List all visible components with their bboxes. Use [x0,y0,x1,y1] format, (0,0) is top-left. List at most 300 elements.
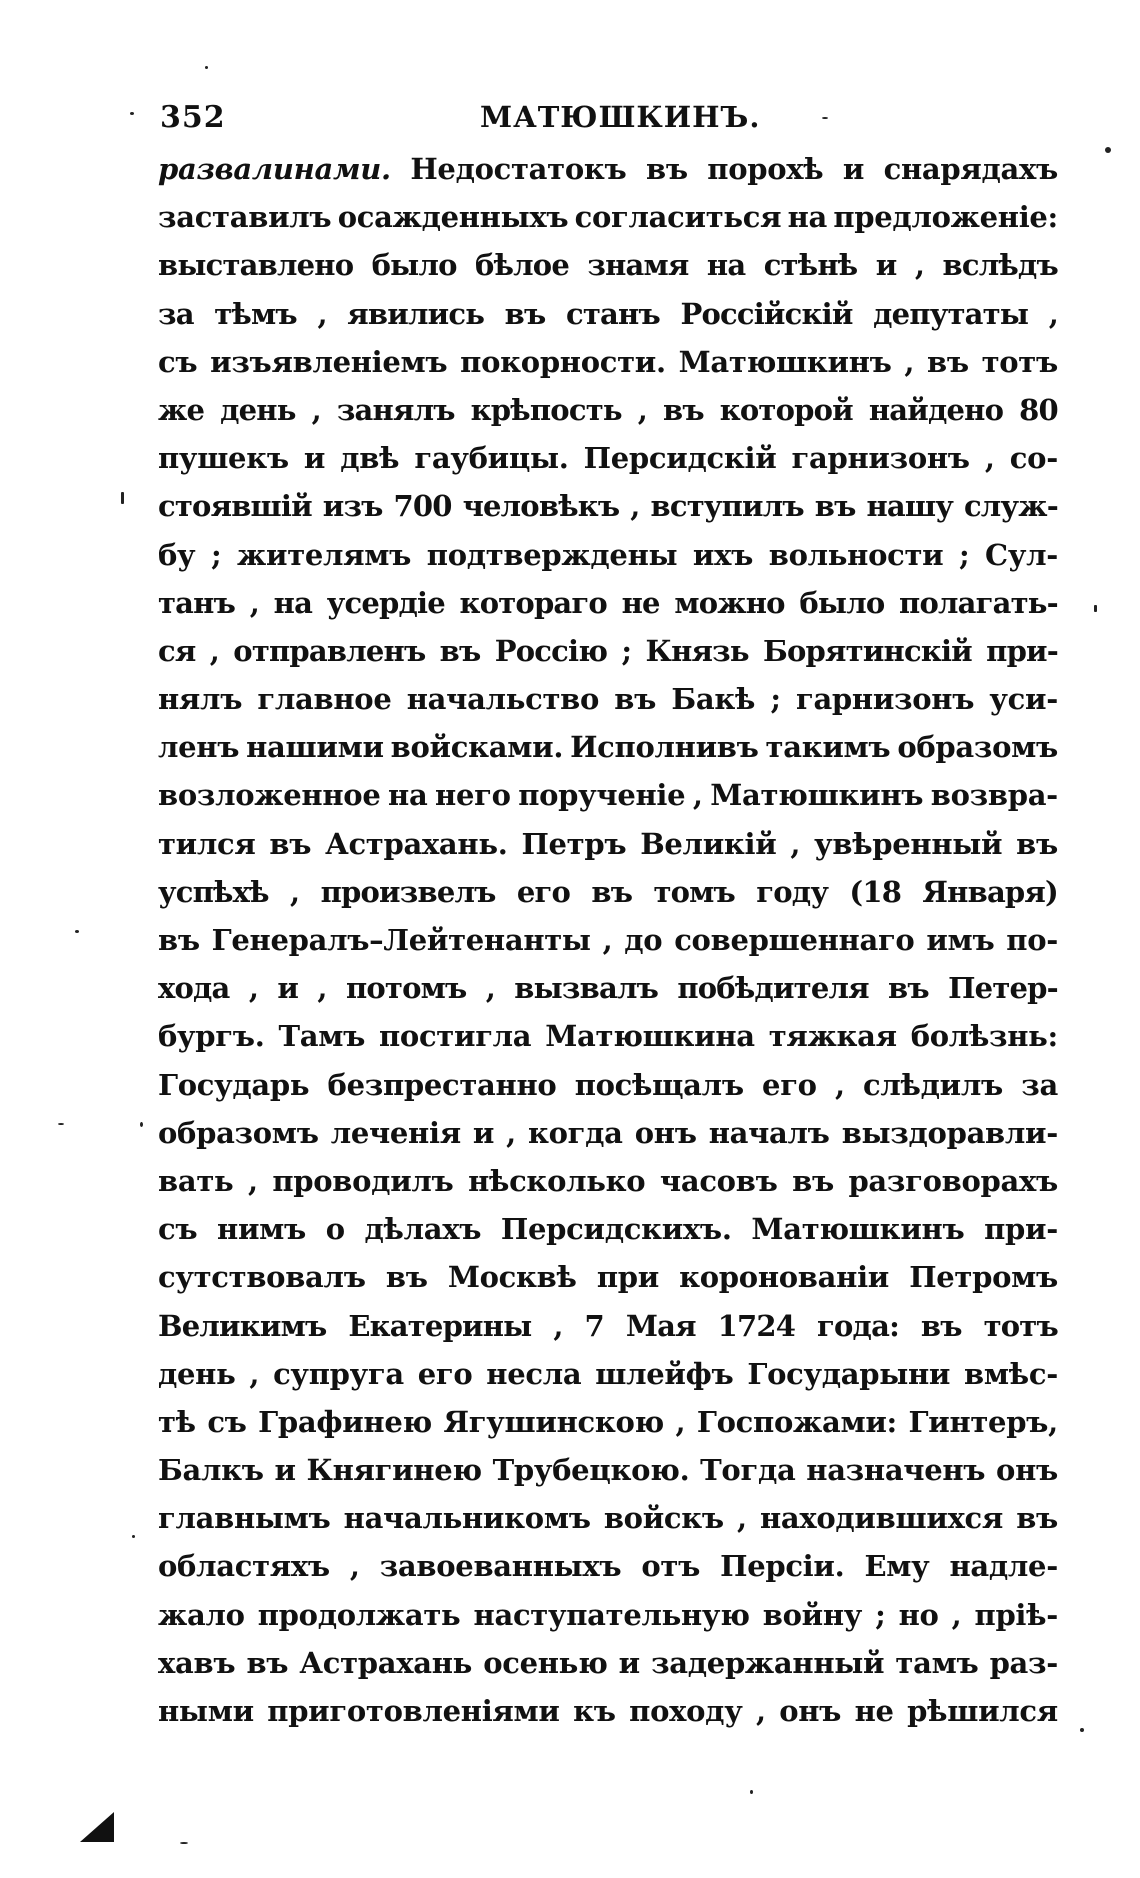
word: Балкъ [158,1453,264,1488]
print-speck [75,930,79,933]
word: Россійскій [680,296,853,331]
word: образомъ [158,1115,319,1150]
word: , [249,585,259,620]
text-line [158,971,1058,1019]
word: и [842,152,865,186]
word: войну [762,1597,863,1632]
word: ; [875,1597,886,1632]
word: наступательную [473,1597,750,1632]
word: , [485,971,496,1006]
word: предложеніе: [833,200,1058,235]
word: депутаты [873,296,1029,331]
word: до [624,923,663,957]
word: несла [486,1356,582,1391]
word: можно [674,585,785,620]
word: за [158,296,194,331]
text-line [158,297,1058,345]
word: и [618,1645,640,1680]
word: главное [257,682,392,717]
word: изъявленіемъ [210,344,448,379]
word: и [303,441,326,476]
text-line [158,730,1058,778]
word: въ [385,1260,428,1295]
word: гарнизонъ [791,441,970,476]
word: въ [1016,826,1058,861]
word: но [898,1597,939,1632]
word: возложенное [158,778,381,813]
word: и [274,1453,296,1488]
word: , [834,1067,845,1102]
word: раз- [989,1645,1058,1680]
word: , [317,296,327,331]
text-line [158,1501,1058,1549]
text-line [158,875,1058,923]
word: Великимъ [158,1308,327,1343]
text-line [158,827,1058,875]
word: Борятинскій [763,633,972,668]
word: согласиться [574,200,782,235]
word: въ [1016,1501,1058,1536]
word: Государь [158,1067,310,1102]
word: день [220,392,296,427]
word: Матюшкинъ [678,344,892,379]
word: съ [158,344,198,379]
word: , [951,1597,962,1632]
word: изъ [322,489,383,524]
word: день [158,1356,236,1391]
word: болѣзнь: [910,1019,1058,1054]
word: въ [888,971,929,1006]
print-speck [822,117,828,119]
word: приготовленіями [267,1694,560,1728]
word: вмѣс- [964,1356,1058,1391]
word: покорности. [460,344,666,379]
text-line [158,1453,1058,1501]
word: было [799,585,885,620]
word: , [675,1404,686,1439]
word: 80 [1019,392,1058,427]
word: порученіе [518,778,686,813]
word: Мая [625,1308,696,1343]
print-speck [180,1842,188,1844]
word: Графинею [258,1404,432,1439]
word: Ему [864,1549,930,1584]
word: слѣдилъ [863,1067,1003,1102]
word: , [247,1163,258,1198]
word: леченія [330,1115,461,1150]
word: его [762,1067,817,1102]
word: бѣлое [475,248,570,283]
word: онъ [996,1453,1058,1488]
text-line [158,1116,1058,1164]
word: , [637,392,648,427]
word: за [1021,1067,1058,1102]
word: тѣ [158,1404,196,1439]
text-line [158,538,1058,586]
word: Великій [640,826,777,861]
print-speck [1080,1728,1084,1732]
word: въ [792,1163,834,1198]
word: человѣкъ [462,489,620,524]
word: (18 [849,874,902,909]
text-line [158,1405,1058,1453]
word: походу [629,1694,743,1728]
word: съ [207,1404,247,1439]
print-speck [140,1122,143,1127]
word: отправленъ [233,633,426,668]
word: , [248,971,259,1006]
word: возвра- [930,778,1058,813]
word: ленъ [158,730,240,765]
word: сутствовалъ [158,1260,366,1295]
word: шлейфъ [595,1356,734,1391]
word: танъ [158,585,236,620]
word: ихъ [692,537,754,572]
word: Государыни [747,1356,951,1391]
word: развалинами. [158,152,391,186]
text-line [158,1694,1058,1742]
word: Астрахань [299,1645,473,1680]
word: нимъ [217,1212,307,1247]
word: областяхъ [158,1549,330,1584]
word: въ [246,1645,289,1680]
word: задержанный [651,1645,885,1680]
word: его [516,874,571,909]
word: пріѣ- [974,1597,1058,1632]
word: Гинтеръ, [908,1404,1058,1439]
word: 7 [584,1308,604,1343]
word: въ [920,1308,962,1343]
word: стоявшій [158,489,312,524]
word: Петръ [521,826,627,861]
word: ными [158,1694,254,1728]
word: въ [591,874,633,909]
text-line [158,1598,1058,1646]
word: стѣнѣ [763,248,858,283]
word: полагать- [899,585,1058,620]
word: Князь [645,633,749,668]
word: съ [158,1212,198,1247]
word: Матюшкинъ [710,778,924,813]
word: тился [158,826,256,861]
word: въ [927,344,969,379]
text-line [158,634,1058,682]
word: Тамъ [278,1019,366,1054]
word: явились [347,296,485,331]
word: при- [986,633,1058,668]
word: , [790,826,801,861]
word: коронованіи [679,1260,889,1295]
text-line [158,1019,1058,1067]
word: усердіе [326,585,445,620]
word: Матюшкинъ [751,1212,965,1247]
word: онъ [779,1694,842,1728]
word: , [755,1694,766,1728]
word: пушекъ [158,441,289,476]
word: Москвѣ [447,1260,577,1295]
text-line [158,1309,1058,1357]
print-speck [132,1535,135,1538]
word: , [506,1115,516,1150]
word: , [692,778,703,813]
word: совершеннаго [674,923,915,957]
word: вольности [768,537,944,572]
text-line [158,1646,1058,1694]
text-line [158,1212,1058,1260]
word: Княгинею [306,1453,482,1488]
word: Января) [922,874,1058,909]
print-speck [130,112,134,115]
word: , [311,392,321,427]
word: хавъ [158,1645,236,1680]
word: не [854,1694,894,1728]
word: , [904,344,915,379]
word: надле- [949,1549,1058,1584]
word: же [158,392,205,427]
word: завоеванныхъ [379,1549,622,1584]
word: , [349,1549,360,1584]
word: потомъ [345,971,467,1006]
word: и [875,248,897,283]
running-title: МАТЮШКИНЪ. [480,100,761,134]
print-speck [205,66,208,69]
word: продолжать [257,1597,461,1632]
word: Екатерины [348,1308,532,1343]
word: на [388,778,428,813]
word: , [553,1308,563,1343]
text-line [158,489,1058,537]
word: , [1048,296,1058,331]
word: гаубицы. [414,441,569,476]
word: успѣхѣ [158,874,269,909]
text-line [158,152,1058,200]
word: Матюшкина [545,1019,755,1054]
word: которой [719,392,853,427]
word: ; [621,633,632,668]
word: главнымъ [158,1501,331,1536]
word: и [472,1115,495,1150]
word: снарядахъ [883,152,1058,186]
word: , [737,1501,747,1536]
word: дѣлахъ [364,1212,482,1247]
word: служ- [963,489,1058,524]
word: вызвалъ [514,971,659,1006]
text-line [158,1357,1058,1405]
word: бу [158,537,196,572]
word: постигла [378,1019,532,1054]
word: тѣмъ [214,296,297,331]
word: супруга [273,1356,404,1391]
word: бургъ. [158,1019,265,1054]
text-line [158,441,1058,489]
word: , [630,489,640,524]
running-head [160,100,1060,140]
word: нялъ [158,682,243,717]
word: образомъ [897,730,1058,765]
word: тамъ [895,1645,979,1680]
word: со- [1009,441,1058,476]
word: , [602,923,613,957]
word: въ [814,489,856,524]
word: Тогда [700,1453,796,1488]
word: въ [158,923,200,957]
word: на [787,200,828,235]
word: , [914,248,925,283]
print-speck [1105,147,1111,153]
word: назначенъ [806,1453,986,1488]
word: , [317,971,327,1006]
body-text [158,152,1058,1742]
print-speck [1094,605,1097,612]
print-speck [750,1790,753,1794]
word: Госпожами: [696,1404,897,1439]
text-line [158,200,1058,248]
word: въ [662,392,704,427]
word: начальство [406,682,600,717]
word: когда [528,1115,623,1150]
page-number: 352 [160,100,226,135]
text-line [158,393,1058,441]
text-line [158,682,1058,730]
word: крѣпость [470,392,622,427]
word: къ [573,1694,616,1728]
word: знамя [587,248,689,283]
word: начальникомъ [343,1501,591,1536]
word: занялъ [336,392,455,427]
word: Персіи. [720,1549,845,1584]
word: найдено [868,392,1004,427]
corner-ink-mark [80,1812,114,1842]
word: Персидскій [583,441,777,476]
word: тяжкая [768,1019,897,1054]
text-line [158,1068,1058,1116]
word: въ [645,152,688,186]
word: произвелъ [320,874,496,909]
word: увѣренный [814,826,1003,861]
word: Генералъ–Лейтенанты [211,923,591,957]
word: ся [158,633,196,668]
word: было [371,248,457,283]
word: вать [158,1163,234,1198]
word: Недостатокъ [410,152,627,186]
word: Сул- [985,537,1058,572]
word: въ [614,682,657,717]
word: не [621,585,660,620]
word: Россію [494,633,608,668]
word: посѣщалъ [574,1067,744,1102]
word: разговорахъ [848,1163,1058,1198]
word: , [249,1356,260,1391]
word: по- [1006,923,1058,957]
word: него [435,778,511,813]
text-line [158,1549,1058,1597]
word: жало [158,1597,245,1632]
word: безпрестанно [327,1067,557,1102]
print-speck [121,492,124,504]
word: при [596,1260,659,1295]
word: хода [158,971,230,1006]
word: Астрахань. [325,826,508,861]
word: , [290,874,300,909]
word: осенью [483,1645,608,1680]
word: побѣдителя [677,971,869,1006]
word: такимъ [765,730,891,765]
word: Исполнивъ [570,730,759,765]
text-line [158,248,1058,296]
word: выставлено [158,248,354,283]
word: котораго [459,585,607,620]
word: жителямъ [237,537,412,572]
text-line [158,923,1058,971]
word: 700 [393,489,452,524]
word: часовъ [659,1163,778,1198]
word: уси- [989,682,1058,717]
word: Петер- [948,971,1058,1006]
word: его [417,1356,473,1391]
word: ; [210,537,222,572]
text-line [158,778,1058,826]
word: Персидскихъ. [500,1212,732,1247]
word: имъ [926,923,995,957]
word: Трубецкою. [492,1453,690,1488]
word: Петромъ [909,1260,1058,1295]
word: войскъ [603,1501,724,1536]
word: , [209,633,220,668]
word: Бакѣ [671,682,756,717]
word: въ [504,296,546,331]
word: осажденныхъ [337,200,569,235]
word: , [984,441,995,476]
word: тотъ [983,1308,1058,1343]
word: въ [269,826,312,861]
word: проводилъ [272,1163,454,1198]
print-speck [58,1123,64,1125]
word: рѣшился [907,1694,1058,1728]
word: въ [439,633,481,668]
word: онъ [634,1115,697,1150]
word: гарнизонъ [795,682,975,717]
word: Ягушинскою [443,1404,664,1439]
word: о [325,1212,345,1247]
word: и [277,971,299,1006]
word: на [273,585,313,620]
word: вслѣдъ [942,248,1058,283]
word: на [706,248,746,283]
word: томъ [653,874,735,909]
word: нашими [246,730,384,765]
text-line [158,586,1058,634]
word: станъ [566,296,660,331]
word: находившихся [759,1501,1004,1536]
word: нашу [866,489,954,524]
word: нѣсколько [468,1163,646,1198]
word: при- [984,1212,1058,1247]
word: началъ [708,1115,830,1150]
word: тотъ [981,344,1058,379]
text-line [158,345,1058,393]
text-line [158,1260,1058,1308]
word: ; [959,537,970,572]
word: 1724 [717,1308,796,1343]
word: заставилъ [158,200,332,235]
word: отъ [641,1549,701,1584]
word: войсками. [390,730,564,765]
word: вступилъ [650,489,804,524]
word: года: [817,1308,899,1343]
word: двѣ [340,441,400,476]
word: подтверждены [426,537,678,572]
word: ; [770,682,781,717]
